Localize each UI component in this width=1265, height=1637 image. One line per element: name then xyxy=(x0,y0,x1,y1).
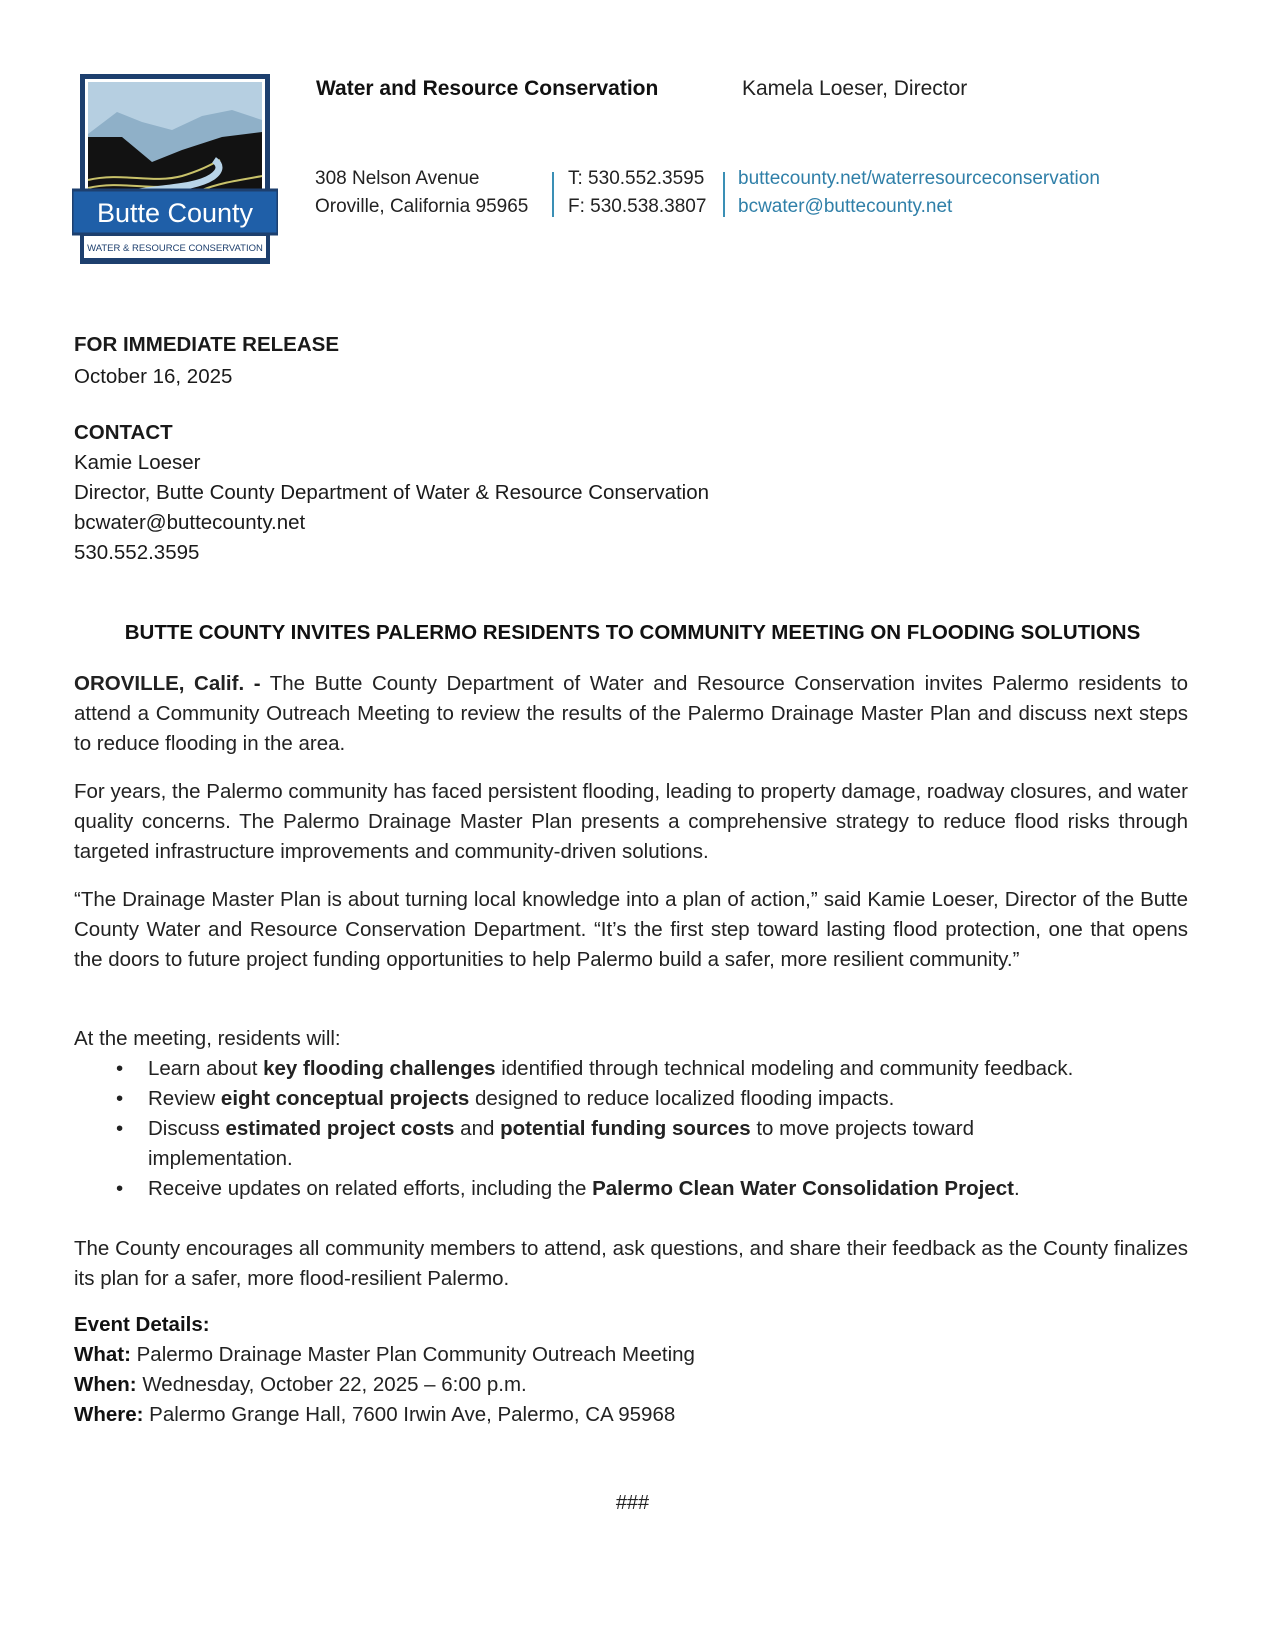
end-mark: ### xyxy=(615,1492,650,1514)
department-name: Water and Resource Conservation xyxy=(316,77,659,100)
phone-numbers xyxy=(568,165,706,221)
event-details-label: Event Details: xyxy=(74,1313,210,1336)
divider xyxy=(723,172,725,217)
bullet-icon: • xyxy=(116,1117,124,1140)
paragraph-closing: The County encourages all community members to attend, ask questions, and share their feedback as the County finalizes its plan for a safer, more flood-resilient Palermo. xyxy=(74,1237,1188,1290)
bullet-icon: • xyxy=(116,1177,124,1200)
contact-block xyxy=(74,448,709,568)
svg-text:WATER & RESOURCE CONSERVATION: WATER & RESOURCE CONSERVATION xyxy=(87,243,263,254)
butte-county-logo xyxy=(72,72,278,268)
web-contacts xyxy=(738,165,1100,221)
paragraph-intro: OROVILLE, Calif. - The Butte County Department of Water and Resource Conservation invites Palermo residents to attend a Community Outreach Meeting to review the results of the Palermo Drainage Master Plan and discuss next steps to reduce flooding in the area. xyxy=(74,672,1188,755)
contact-label: CONTACT xyxy=(74,421,173,444)
telephone: T: 530.552.3595 xyxy=(568,168,705,189)
contact-title: Director, Butte County Department of Water & Resource Conservation xyxy=(74,481,710,504)
event-where: Where: Palermo Grange Hall, 7600 Irwin Ave, Palermo, CA 95968 xyxy=(74,1403,676,1426)
bullet-icon: • xyxy=(116,1057,124,1080)
list-item: • Review eight conceptual projects designed to reduce localized flooding impacts. xyxy=(74,1084,1188,1114)
bullet-icon: • xyxy=(116,1087,124,1110)
fax: F: 530.538.3807 xyxy=(568,196,707,217)
meeting-agenda-list xyxy=(74,1054,1188,1204)
list-item: • Learn about key flooding challenges identified through technical modeling and community feedback. xyxy=(74,1054,1188,1084)
director-name: Kamela Loeser, Director xyxy=(742,77,968,100)
logo-landscape-icon xyxy=(72,72,278,268)
event-details xyxy=(74,1310,695,1430)
list-item: • Discuss estimated project costs and potential funding sources to move projects toward implementation. xyxy=(74,1114,1188,1174)
email-link[interactable]: bcwater@buttecounty.net xyxy=(738,196,953,217)
release-label: FOR IMMEDIATE RELEASE xyxy=(74,333,339,356)
list-item: • Receive updates on related efforts, including the Palermo Clean Water Consolidation Project. xyxy=(74,1174,1188,1204)
contact-name: Kamie Loeser xyxy=(74,451,201,474)
event-what: What: Palermo Drainage Master Plan Community Outreach Meeting xyxy=(74,1343,695,1366)
paragraph-background: For years, the Palermo community has faced persistent flooding, leading to property damage, roadway closures, and water quality concerns. The Palermo Drainage Master Plan presents a comprehensive strategy to reduce flood risks through targeted infrastructure improvements and community-driven solutions. xyxy=(74,780,1188,863)
website-link[interactable]: buttecounty.net/waterresourceconservation xyxy=(738,168,1100,189)
divider xyxy=(552,172,554,217)
contact-phone: 530.552.3595 xyxy=(74,541,200,564)
paragraph-list-intro: At the meeting, residents will: xyxy=(74,1027,341,1050)
svg-text:Butte County: Butte County xyxy=(96,198,254,228)
event-when: When: Wednesday, October 22, 2025 – 6:00 p.m. xyxy=(74,1373,527,1396)
release-date: October 16, 2025 xyxy=(74,365,233,388)
mailing-address xyxy=(315,165,528,221)
headline: BUTTE COUNTY INVITES PALERMO RESIDENTS TO COMMUNITY MEETING ON FLOODING SOLUTIONS xyxy=(124,621,1141,644)
address-line-2: Oroville, California 95965 xyxy=(315,196,529,217)
address-line-1: 308 Nelson Avenue xyxy=(315,168,480,189)
paragraph-quote: “The Drainage Master Plan is about turning local knowledge into a plan of action,” said Kamie Loeser, Director of the Butte County Water and Resource Conservation Department. “It’s the first step toward lasting flood protection, one that opens the doors to future project funding opportunities to help Palermo build a safer, more resilient community.” xyxy=(74,888,1188,971)
dateline: OROVILLE, Calif. - xyxy=(74,672,261,695)
contact-email[interactable]: bcwater@buttecounty.net xyxy=(74,511,306,534)
